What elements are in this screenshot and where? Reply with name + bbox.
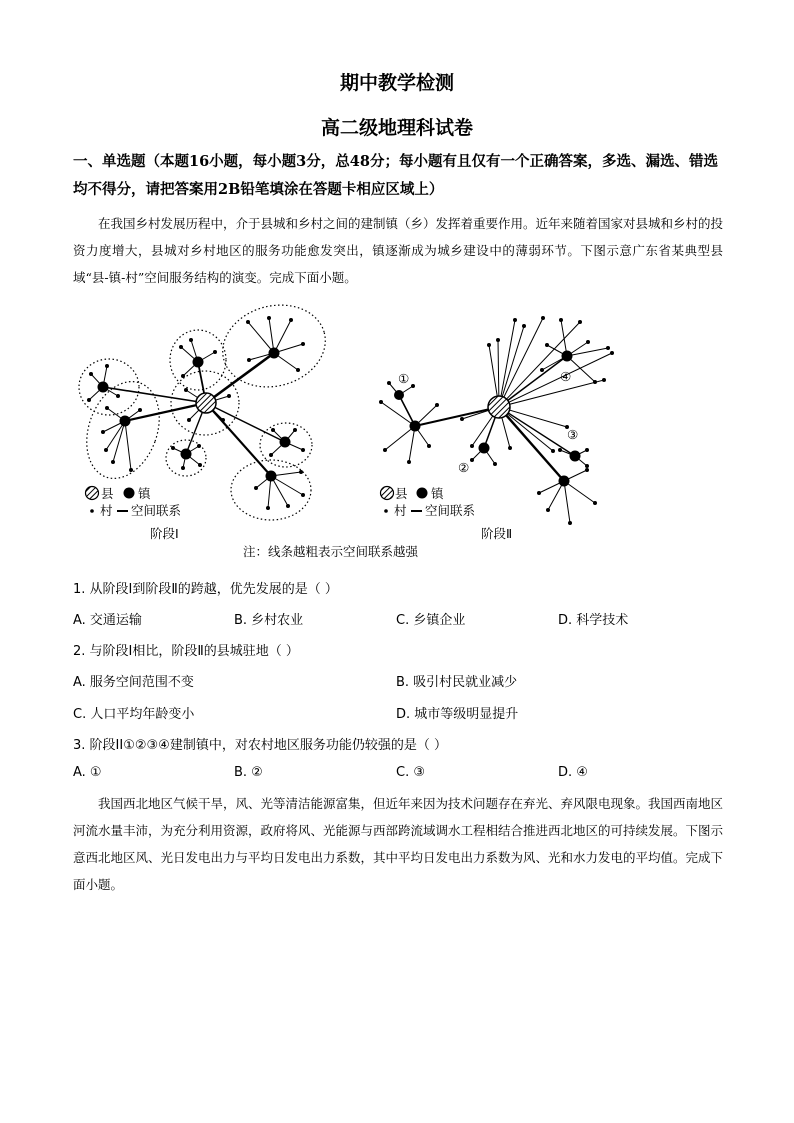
passage-2: 我国西北地区气候干旱，风、光等清洁能源富集，但近年来因为技术问题存在弃光、弃风限电现象。我国西南地区河流水量丰沛，为充分利用资源，政府将风、光能源与西部跨流域调水工程相结合推进西北地区的可持续发展。下图示意西北地区风、光日发电出力与平均日发电出力系数，其中平均日发电出力系数为风、光和水力发电的平均值。完成下面小题。 — [73, 796, 724, 892]
q3-option-c[interactable]: C. ③ — [396, 765, 425, 780]
exam-title: 期中教学检测 — [339, 72, 454, 94]
q2-option-d[interactable]: D. 城市等级明显提升 — [396, 707, 519, 722]
q1-option-a[interactable]: A. 交通运输 — [73, 613, 142, 628]
legend2-town-label: 镇 — [431, 486, 444, 501]
stage2-diagram — [379, 316, 614, 541]
q2-option-b[interactable]: B. 吸引村民就业减少 — [396, 675, 518, 690]
legend-village-label: 村 — [100, 503, 113, 518]
q1-option-d[interactable]: D. 科学技术 — [558, 613, 629, 628]
section-heading: 一、单选题（本题16小题，每小题3分，总48分；每小题有且仅有一个正确答案，多选、漏选、错选均不得分，请把答案用2B铅笔填涂在答题卡相应区域上） — [73, 153, 718, 198]
marker-2: ② — [458, 460, 470, 475]
q2-option-c[interactable]: C. 人口平均年龄变小 — [73, 707, 195, 722]
legend2-village-label: 村 — [394, 503, 407, 518]
legend2-county-label: 县 — [395, 486, 408, 501]
q2-option-a[interactable]: A. 服务空间范围不变 — [73, 675, 194, 690]
q1-option-c[interactable]: C. 乡镇企业 — [396, 613, 466, 628]
q1-option-b[interactable]: B. 乡村农业 — [234, 613, 304, 628]
marker-4: ④ — [560, 369, 572, 384]
exam-subtitle: 高二级地理科试卷 — [320, 117, 473, 139]
q3-option-d[interactable]: D. ④ — [558, 765, 588, 780]
legend2-link-label: 空间联系 — [425, 503, 476, 518]
figure-spatial-structure — [73, 300, 723, 570]
question-2-stem: 2. 与阶段Ⅰ相比，阶段Ⅱ的县城驻地（ ） — [73, 644, 299, 659]
legend-town-label: 镇 — [138, 486, 151, 501]
q3-option-b[interactable]: B. ② — [234, 765, 263, 780]
question-3-stem: 3. 阶段II①②③④建制镇中，对农村地区服务功能仍较强的是（ ） — [73, 738, 447, 753]
q3-option-a[interactable]: A. ① — [73, 765, 102, 780]
marker-1: ① — [398, 371, 410, 386]
figure-note: 注：线条越粗表示空间联系越强 — [243, 544, 419, 559]
structure-diagram — [73, 300, 723, 570]
stage1-diagram — [74, 300, 335, 541]
passage-1: 在我国乡村发展历程中，介于县城和乡村之间的建制镇（乡）发挥着重要作用。近年来随着国家对县城和乡村的投资力度增大，县城对乡村地区的服务功能愈发突出，镇逐渐成为城乡建设中的薄弱环节。下图示意广东省某典型县域“县-镇-村”空间服务结构的演变。完成下面小题。 — [73, 216, 724, 285]
question-1-stem: 1. 从阶段Ⅰ到阶段Ⅱ的跨越，优先发展的是（ ） — [73, 582, 338, 597]
legend-county-label: 县 — [101, 486, 114, 501]
marker-3: ③ — [567, 427, 579, 442]
stage2-label: 阶段Ⅱ — [481, 526, 513, 541]
stage1-label: 阶段Ⅰ — [150, 526, 179, 541]
legend-link-label: 空间联系 — [131, 503, 182, 518]
